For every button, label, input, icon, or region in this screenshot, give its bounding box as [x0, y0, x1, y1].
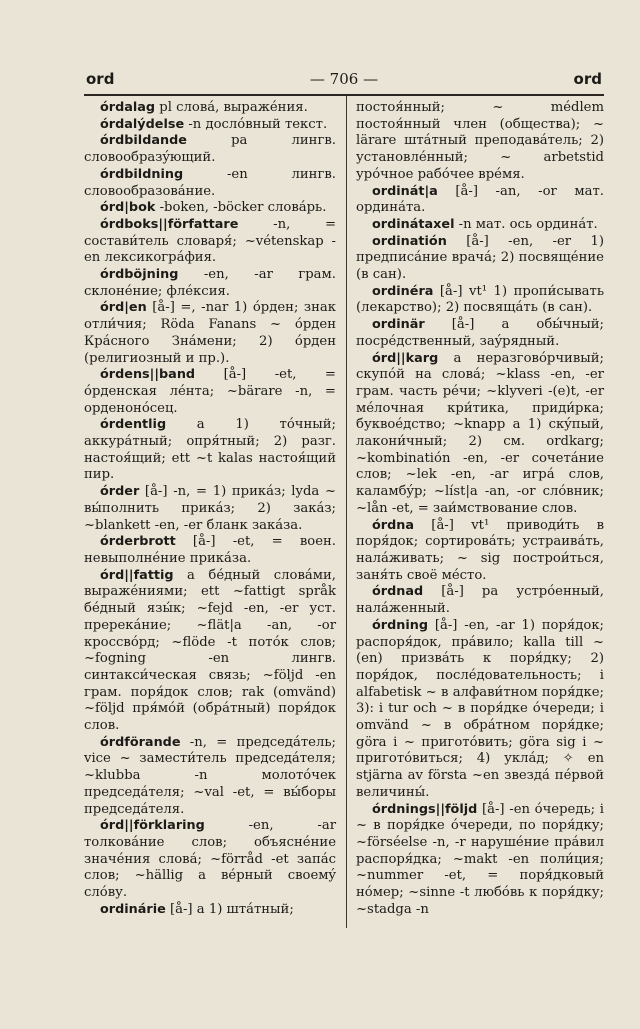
entry-headword: órd|bok: [100, 200, 156, 216]
entry-definition: [å-] pa устрóенный, налáженный.: [356, 584, 604, 617]
entry-headword: órdnings||följd: [372, 801, 478, 817]
entry-headword: órdentlig: [100, 417, 167, 433]
dictionary-entry: [356, 518, 604, 585]
dictionary-entry: [356, 100, 604, 184]
entry-definition: [å-] -n, = 1) прикáз; lyda ~ вы́полнить прикáз; 2) закáз; ~blankett -en, -er бланк закáза.: [84, 484, 336, 533]
dictionary-entry: [84, 417, 336, 484]
entry-headword: órdning: [372, 617, 429, 633]
entry-definition: -boken, -böcker словáрь.: [155, 200, 327, 216]
entry-definition: -en лингв. словообразовáние.: [84, 166, 336, 199]
entry-headword: órderbrott: [100, 534, 176, 550]
page-number: — 706 —: [309, 70, 379, 88]
dictionary-entry: [84, 367, 336, 417]
dictionary-entry: [356, 351, 604, 518]
entry-definition: -n мат. ось ординáт.: [454, 216, 598, 232]
dictionary-entry: [84, 133, 336, 166]
entry-definition: [å-] -et, = óрденская лéнта; ~bärare -n, = орденонóсец.: [84, 367, 336, 416]
dictionary-entry: [84, 117, 336, 134]
entry-headword: órdalag: [100, 100, 156, 115]
entry-headword: ordinatión: [372, 233, 447, 249]
dictionary-entry: [84, 484, 336, 534]
entry-headword: ordinárie: [100, 901, 166, 917]
entry-definition: a неразговóрчивый; скупóй на словá; ~klass -en, -er грам. часть рéчи; ~klyveri -(e)t, -er мéлочная кри́тика, приди́рка; буквоéдство; ~knapp a 1) скýпый, лакони́чный; 2) см. ordkarg; ~kombinatión -en, -er сочетáние слов; ~lek -en, -ar игрá слов, каламбýр; ~líst|a -an, -or слóвник; ~lån -et, = заи́мствование слов.: [356, 350, 604, 516]
entry-headword: ordinát|a: [372, 183, 438, 199]
entry-definition: a 1) тóчный; аккурáтный; опря́тный; 2) разг. настоя́щий; ett ~t kalas настоя́щий пир.: [84, 417, 336, 483]
dictionary-entry: [84, 217, 336, 267]
dictionary-entry: [84, 902, 336, 919]
entry-headword: órdalýdelse: [100, 116, 185, 132]
dictionary-entry: [84, 100, 336, 117]
dictionary-entry: [356, 284, 604, 317]
entry-definition: [å-] -en óчередь; i ~ в поря́дке óчереди, по поря́дку; ~förséelse -n, -r нарушéние прáвил распоря́дка; ~makt -en поли́ция; ~nummer -et, = поря́дковый нóмер; ~sinne -t любóвь к поря́дку; ~stadga -n: [356, 801, 604, 917]
entry-headword: órdbildande: [100, 133, 187, 149]
entry-definition: -n, = состави́тель словаря́; ~vétenskap -en лексикогрáфия.: [84, 216, 336, 266]
dictionary-entry: [84, 735, 336, 819]
header-right-guide-word: ord: [573, 70, 602, 88]
entry-headword: órd||karg: [372, 350, 439, 366]
header-left-guide-word: ord: [86, 70, 115, 88]
entry-definition: [å-] -en, -er 1) предписáние врачá; 2) посвящéние (в сан).: [356, 233, 604, 283]
dictionary-entry: [84, 818, 336, 902]
dictionary-entry: [356, 217, 604, 234]
entry-definition: [å-] =, -nar 1) óрден; знак отли́чия; Röda Fanans ~ óрден Крáсного Знáмени; 2) óрден (религиозный и пр.).: [84, 300, 336, 366]
entry-headword: ordinär: [372, 317, 425, 333]
dictionary-entry: [356, 234, 604, 284]
dictionary-entry: [356, 802, 604, 919]
entry-headword: órdböjning: [100, 267, 179, 283]
entry-headword: órd||fattig: [100, 567, 174, 583]
column-divider: [346, 96, 347, 928]
entry-headword: órdförande: [100, 734, 181, 750]
entry-definition: [å-] -an, -or мат. ординáта.: [356, 183, 604, 216]
dictionary-entry: [84, 200, 336, 217]
entry-definition: a бéдный словáми, выражéниями; ett ~fattigt språk бéдный язы́к; ~fejd -en, -er уст. пререкáние; ~flät|a -an, -or кроссвóрд; ~flöde -t потóк слов; ~fogning -en лингв. синтакси́ческая связь; ~följd -en грам. поря́док слов; rak (omvänd) ~följd пря́мóй (обрáтный) поря́док слов.: [84, 567, 336, 734]
entry-definition: [å-] -en, -ar 1) поря́док; распоря́док, прáвило; kalla till ~(en) призвáть к поря́дку; 2) поря́док, послéдовательность; i alfabetisk ~ в алфави́тном поря́дке; 3): i tur och ~ в поря́дке óчереди; i omvänd ~ в обрáтном поря́дке; göra i ~ приготóвить; göra sig i ~ приготóвиться; 4) уклáд; ✧ en stjärna av första ~en звездá пéрвой величины́.: [356, 617, 604, 800]
dictionary-entry: [84, 534, 336, 567]
entry-headword: ordinátaxel: [372, 216, 455, 232]
entry-headword: órd||förklaring: [100, 818, 205, 834]
entry-definition: постоя́нный; ~ médlem постоя́нный член (общества); ~ lärare штáтный преподавáтель; 2) установлéнный; ~ arbetstid урóчное рабóчее врéмя.: [356, 100, 604, 182]
dictionary-entry: [356, 618, 604, 802]
entry-headword: órder: [100, 484, 140, 500]
dictionary-entry: [356, 184, 604, 217]
entry-definition: [å-] -et, = воен. невыполнéние прикáза.: [84, 534, 336, 566]
dictionary-entry: [84, 267, 336, 300]
entry-definition: [å-] vt¹ приводи́ть в поря́док; сортировáть; устраивáть, налáживать; ~ sig построи́ться, заня́ть своё мéсто.: [356, 517, 604, 583]
entry-definition: -n, = председáтель; vice ~ замести́тель председáтеля; ~klubba -n молотóчек председáтеля; ~val -et, = вы́боры председáтеля.: [84, 734, 336, 817]
dictionary-entry: [84, 167, 336, 200]
entry-headword: órdboks||författare: [100, 216, 239, 232]
entry-definition: [å-] vt¹ 1) пропи́сывать (лекарство); 2) посвящáть (в сан).: [356, 283, 604, 316]
dictionary-entry: [356, 584, 604, 617]
entry-definition: [å-] a 1) штáтный;: [165, 901, 294, 917]
entry-headword: órdnad: [372, 584, 424, 600]
entry-headword: órdens||band: [100, 367, 196, 383]
entry-definition: pl словá, выражéния.: [155, 100, 308, 115]
entry-definition: -en, -ar толковáние слов; объяснéние значéния словá; ~förråd -et запáс слов; ~hällig a вéрный своемý слóву.: [84, 818, 336, 901]
page-header: [84, 68, 604, 96]
entry-headword: ordinéra: [372, 283, 434, 299]
entry-definition: -n дослóвный текст.: [184, 116, 328, 132]
entry-definition: pa лингв. словообразýющий.: [84, 133, 336, 166]
dictionary-entry: [84, 300, 336, 367]
left-column: [84, 100, 336, 918]
dictionary-entry: [356, 317, 604, 350]
right-column: [356, 100, 604, 918]
entry-definition: -en, -ar грам. склонéние; флéксия.: [84, 267, 336, 299]
entry-headword: órdbildning: [100, 166, 184, 182]
entry-definition: [å-] a обы́чный; посрéдственный, заýрядный.: [356, 317, 604, 349]
entry-headword: órd|en: [100, 300, 147, 316]
entry-headword: órdna: [372, 517, 415, 533]
dictionary-entry: [84, 568, 336, 735]
